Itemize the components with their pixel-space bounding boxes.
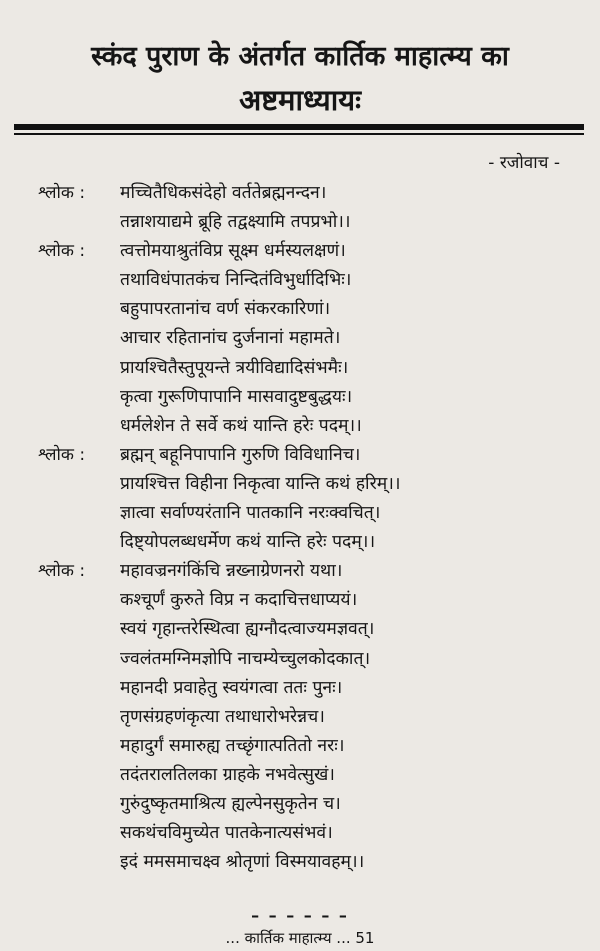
verse-line [0, 587, 600, 616]
shloka-label: श्लोक : [38, 183, 86, 203]
page-footer: ... कार्तिक माहात्म्य ... 51 [225, 929, 375, 947]
verse-line [0, 355, 600, 384]
verse-text: प्रायश्चित्त विहीना निकृत्वा यान्ति कथं हरिम्।। [120, 473, 401, 494]
verse-line [0, 849, 600, 878]
verse-text: आचार रहितानांच दुर्जनानां महामते। [120, 328, 341, 349]
verse-text: कश्चूर्णं कुरुते विप्र न कदाचित्तधाप्ययं। [120, 590, 358, 611]
verse-text: ब्रह्मन् बहूनिपापानि गुरुणि विविधानिच। [120, 444, 361, 465]
verse-text: प्रायश्चितैस्तुपूयन्ते त्रयीविद्यादिसंभमैः। [120, 357, 349, 378]
verse-line [0, 675, 600, 704]
verse-line [0, 384, 600, 413]
verse-line [0, 791, 600, 820]
header-rule-thin [14, 133, 584, 135]
shloka-label: श्लोक : [38, 444, 86, 465]
page-title-line2: अष्टमाध्यायः [239, 83, 361, 117]
verse-text: त्वत्तोमयाश्रुतंविप्र सूक्ष्म धर्मस्यलक्षणं। [120, 241, 346, 262]
verse-text: तृणसंग्रहणंकृत्या तथाधारोभरेन्नच। [120, 706, 325, 727]
verse-line [0, 325, 600, 354]
header-rule-thick [14, 124, 584, 130]
verse-line [0, 616, 600, 645]
verse-text: ज्वलंतमग्निमज्ञोपि नाचम्येच्चुलकोदकात्। [120, 648, 371, 669]
verse-text: स्वयं गृहान्तरेस्थित्वा ह्यग्नौदत्वाज्यमज्ञवत्। [120, 619, 375, 640]
verse-line [0, 500, 600, 529]
verse-line [0, 209, 600, 238]
verse-text: महानदी प्रवाहेतु स्वयंगत्वा ततः पुनः। [120, 677, 343, 698]
footer-dashes: – – – – – – [251, 906, 349, 925]
shloka-label: श्लोक : [38, 561, 86, 582]
verse-line [0, 267, 600, 296]
speaker-label: - रजोवाच - [488, 153, 560, 173]
page-title-line1: स्कंद पुराण के अंतर्गत कार्तिक माहात्म्य का [91, 41, 509, 72]
verse-line [0, 529, 600, 558]
verse-line [0, 413, 600, 442]
verse-line [0, 296, 600, 325]
verse-text: बहुपापरतानांच वर्ण संकरकारिणां। [120, 299, 331, 320]
verse-line [0, 820, 600, 849]
verse-text: सकथंचविमुच्येत पातकेनात्यसंभवं। [120, 823, 333, 844]
verse-text: मच्चितैधिकसंदेहो वर्ततेब्रह्मनन्दन। [120, 183, 327, 203]
verse-text: महादुर्गं समारुह्य तच्छृंगात्पतितो नरः। [120, 735, 345, 756]
verse-line [0, 471, 600, 500]
verse-text: धर्मलेशेन ते सर्वे कथं यान्ति हरेः पदम्।। [120, 415, 362, 436]
verse-line [0, 180, 600, 209]
verse-text: कृत्वा गुरूणिपापानि मासवादुष्टबुद्धयः। [120, 386, 353, 407]
verse-line [0, 558, 600, 587]
verse-text: तन्नाशयाद्यमे ब्रूहि तद्वक्ष्यामि तपप्रभो।। [120, 212, 351, 233]
verse-line [0, 442, 600, 471]
verse-text: इदं ममसमाचक्ष्व श्रोतृणां विस्मयावहम्।। [120, 852, 365, 873]
verse-text: गुरुंदुष्कृतमाश्रित्य ह्यल्पेनसुकृतेन च। [120, 793, 341, 814]
verse-text: ज्ञात्वा सर्वाण्यरंतानि पातकानि नरःक्वचित्। [120, 503, 381, 524]
verse-text: तथाविधंपातकंच निन्दितंविभुर्धादिभिः। [120, 270, 352, 291]
verse-list [0, 180, 600, 878]
verse-line [0, 238, 600, 267]
verse-line [0, 762, 600, 791]
verse-line [0, 646, 600, 675]
verse-text: तदंतरालतिलका ग्राहके नभवेत्सुखं। [120, 764, 335, 785]
verse-text: महावज्रनगंकिंचि न्नख्नाग्रेणनरो यथा। [120, 561, 343, 582]
verse-line [0, 704, 600, 733]
shloka-label: श्लोक : [38, 241, 86, 262]
verse-text: दिष्ट्योपलब्धधर्मेण कथं यान्ति हरेः पदम्।। [120, 532, 376, 553]
verse-line [0, 733, 600, 762]
